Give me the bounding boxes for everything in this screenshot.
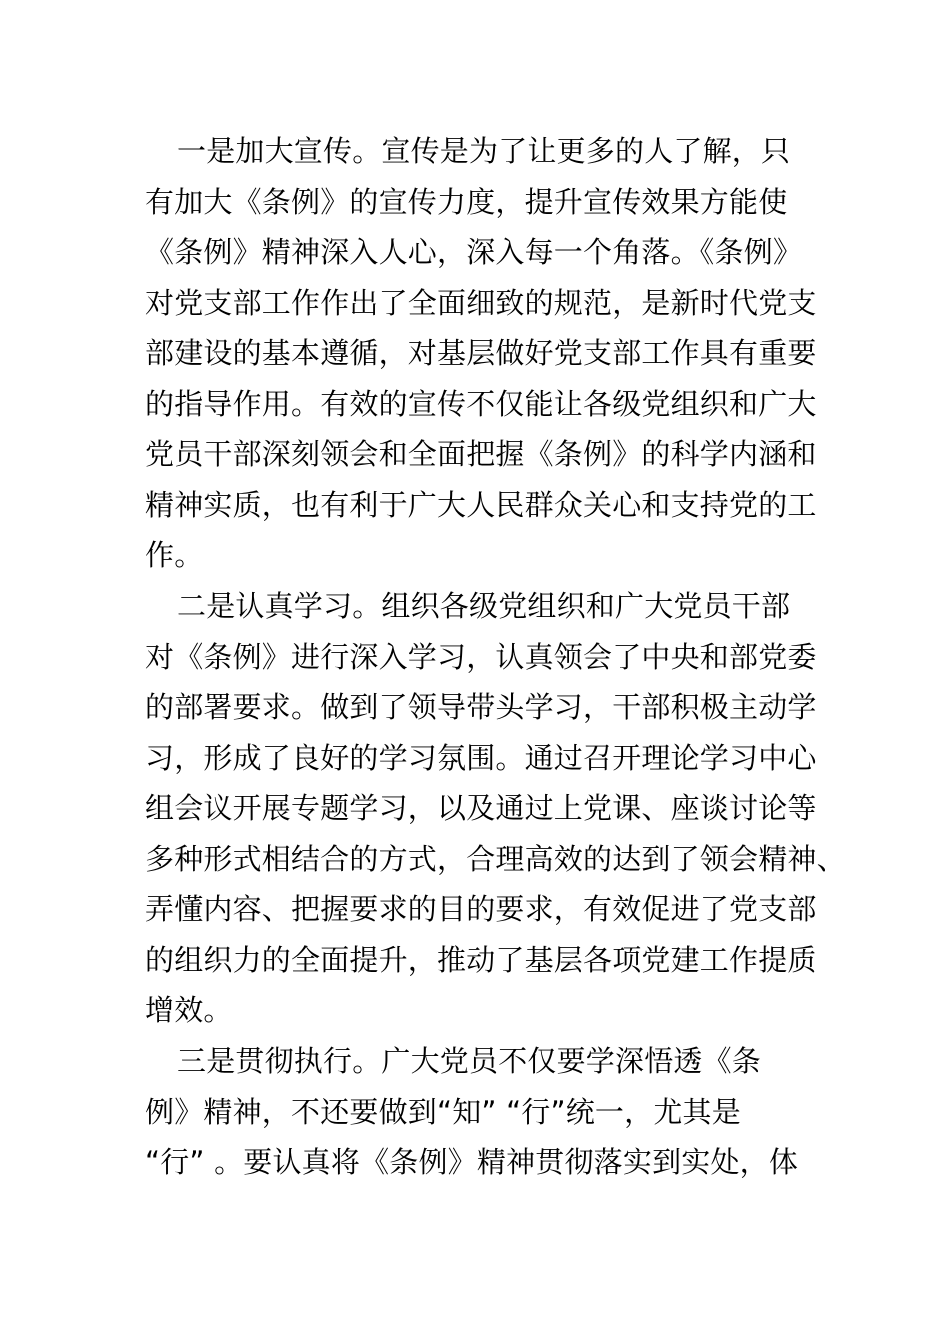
paragraph-line: 精神实质，也有利于广大人民群众关心和支持党的工: [145, 487, 817, 522]
paragraph-line: 的组织力的全面提升，推动了基层各项党建工作提质: [145, 942, 817, 977]
paragraph-line: 的指导作用。有效的宣传不仅能让各级党组织和广大: [145, 386, 817, 421]
paragraph-study: [145, 581, 846, 1036]
paragraph-line: 习，形成了良好的学习氛围。通过召开理论学习中心: [145, 740, 817, 775]
paragraph-line: 《条例》精神深入人心，深入每一个角落。《条例》: [145, 235, 803, 269]
paragraph-line: 有加大《条例》的宣传力度，提升宣传效果方能使: [145, 184, 788, 219]
paragraph-publicity: [145, 126, 825, 581]
paragraph-line: “行” 。要认真将《条例》精神贯彻落实到实处，体: [145, 1145, 799, 1179]
paragraph-line: 多种形式相结合的方式，合理高效的达到了领会精神、: [145, 841, 846, 876]
paragraph-line: 弄懂内容、把握要求的目的要求，有效促进了党支部: [145, 892, 817, 926]
paragraph-line: 组会议开展专题学习，以及通过上党课、座谈讨论等: [145, 791, 817, 825]
paragraph-line: 作。: [145, 538, 204, 572]
paragraph-line: 例》精神，不还要做到“知” “行”统一，尤其是: [145, 1094, 741, 1129]
paragraph-line: 的部署要求。做到了领导带头学习，干部积极主动学: [145, 690, 817, 724]
paragraph-line: 三是贯彻执行。广大党员不仅要学深悟透《条: [177, 1044, 762, 1078]
paragraph-line: 二是认真学习。组织各级党组织和广大党员干部: [177, 589, 791, 623]
paragraph-line: 一是加大宣传。宣传是为了让更多的人了解，只: [177, 134, 791, 168]
paragraph-line: 部建设的基本遵循，对基层做好党支部工作具有重要: [145, 336, 817, 370]
paragraph-implementation: [145, 1036, 825, 1188]
paragraph-line: 对《条例》进行深入学习，认真领会了中央和部党委: [145, 639, 817, 674]
paragraph-line: 党员干部深刻领会和全面把握《条例》的科学内涵和: [145, 437, 817, 471]
paragraph-line: 增效。: [145, 993, 233, 1027]
paragraph-line: 对党支部工作作出了全面细致的规范，是新时代党支: [145, 285, 817, 320]
